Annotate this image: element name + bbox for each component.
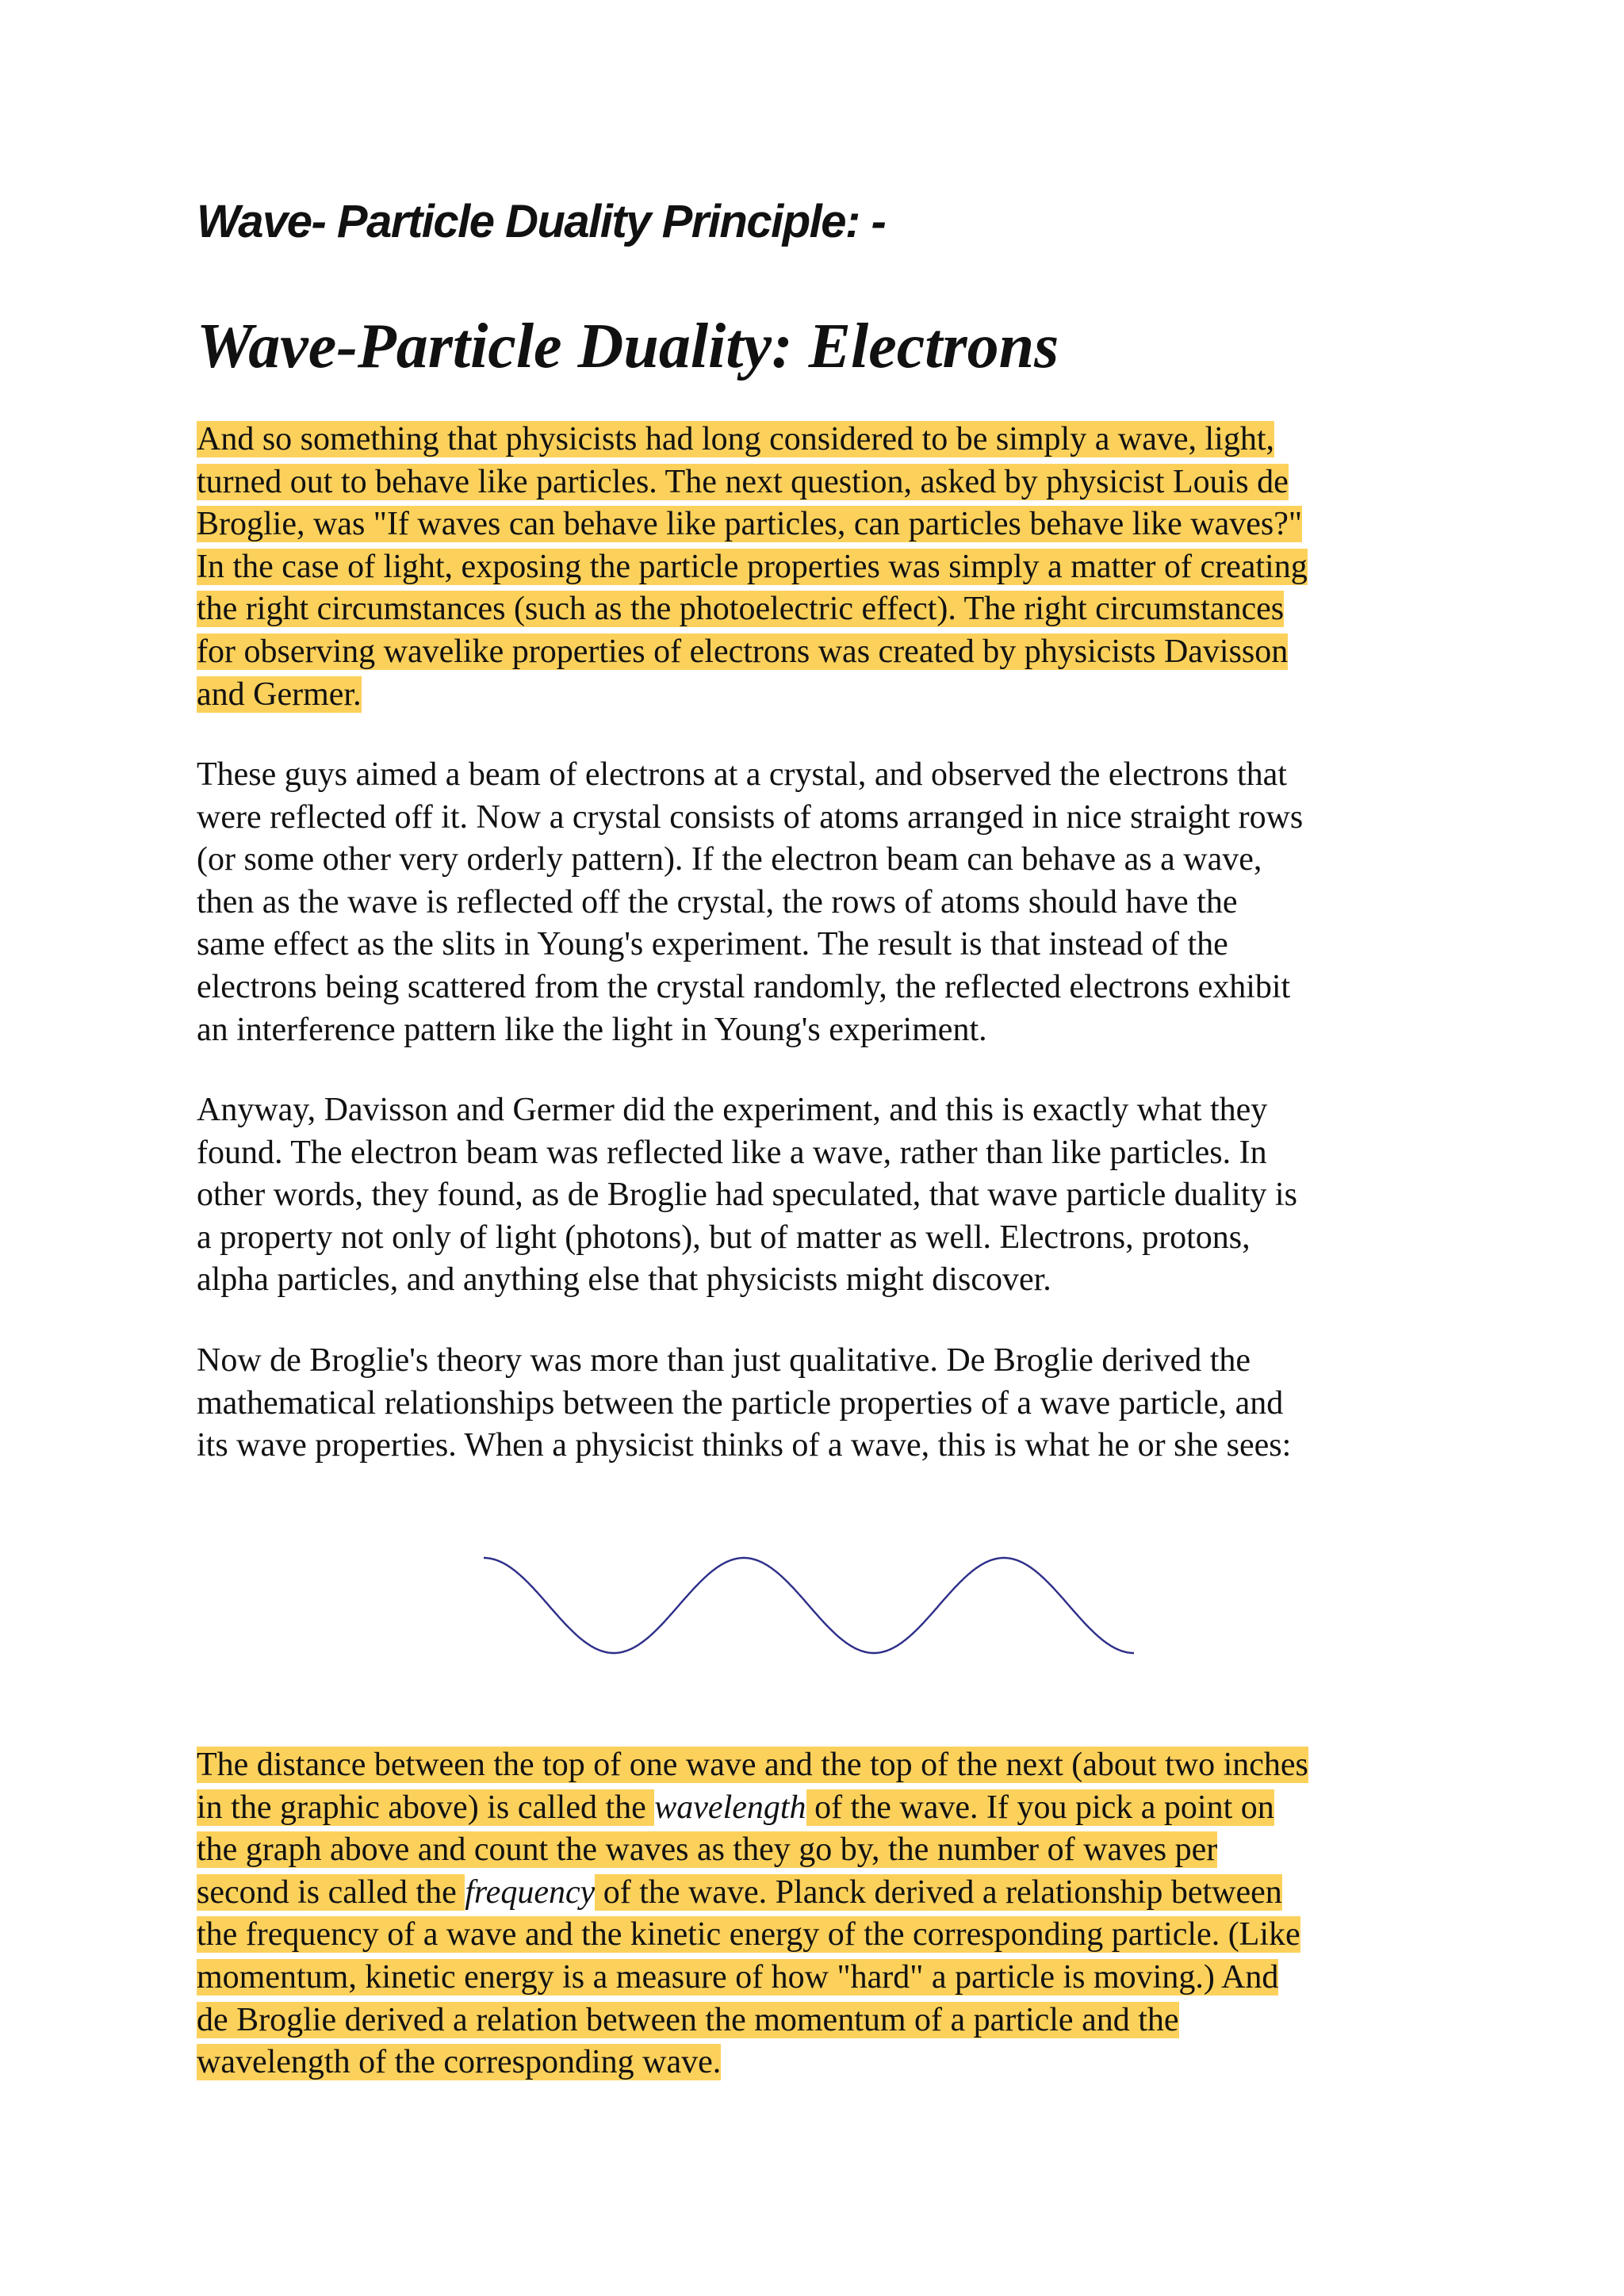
text-line: in the graphic above) is called the — [197, 1789, 655, 1826]
text-line: (or some other very orderly pattern). If the electron beam can behave as a wave, — [197, 841, 1262, 878]
sine-wave-line — [484, 1558, 1134, 1653]
paragraph-experiment — [197, 754, 1434, 1051]
text-line: de Broglie derived a relation between the momentum of a particle and the — [197, 2001, 1179, 2038]
term-wavelength: wavelength — [654, 1789, 806, 1826]
section-heading: Wave- Particle Duality Principle: - — [197, 196, 886, 247]
text-line: other words, they found, as de Broglie had speculated, that wave particle duality is — [197, 1177, 1297, 1214]
text-line: wavelength of the corresponding wave. — [197, 2044, 722, 2081]
text-line: of the wave. If you pick a point on — [806, 1789, 1274, 1826]
text-line: The distance between the top of one wave and the top of the next (about two inches — [197, 1747, 1308, 1783]
text-line: found. The electron beam was reflected like a wave, rather than like particles. In — [197, 1134, 1267, 1171]
text-line: then as the wave is reflected off the crystal, the rows of atoms should have the — [197, 883, 1238, 920]
text-line: second is called the — [197, 1873, 465, 1911]
text-line: of the wave. Planck derived a relationship between — [595, 1873, 1282, 1911]
paragraph-theory — [197, 1340, 1434, 1468]
text-line: for observing wavelike properties of electrons was created by physicists Davisson — [197, 633, 1289, 670]
text-line: Anyway, Davisson and Germer did the experiment, and this is exactly what they — [197, 1092, 1268, 1128]
text-line: And so something that physicists had long considered to be simply a wave, light, — [197, 421, 1274, 457]
text-line: its wave properties. When a physicist thinks of a wave, this is what he or she sees: — [197, 1427, 1292, 1464]
text-line: the frequency of a wave and the kinetic energy of the corresponding particle. (Like — [197, 1916, 1300, 1954]
sine-wave-graphic — [481, 1550, 1139, 1661]
article-title: Wave-Particle Duality: Electrons — [197, 312, 1059, 381]
paragraph-intro-highlighted — [197, 419, 1434, 716]
text-line: alpha particles, and anything else that physicists might discover. — [197, 1261, 1051, 1299]
paragraph-result — [197, 1089, 1434, 1302]
text-line: momentum, kinetic energy is a measure of how "hard" a particle is moving.) And — [197, 1958, 1279, 1996]
text-line: and Germer. — [197, 675, 362, 713]
text-line: an interference pattern like the light in Young's experiment. — [197, 1011, 987, 1048]
text-line: Now de Broglie's theory was more than just qualitative. De Broglie derived the — [197, 1342, 1251, 1379]
text-line: same effect as the slits in Young's experiment. The result is that instead of the — [197, 926, 1228, 963]
text-line: the graph above and count the waves as they go by, the number of waves per — [197, 1831, 1218, 1869]
text-line: Broglie, was "If waves can behave like particles, can particles behave like waves?" — [197, 506, 1303, 543]
text-line: a property not only of light (photons), but of matter as well. Electrons, protons, — [197, 1219, 1251, 1256]
text-line: were reflected off it. Now a crystal consists of atoms arranged in nice straight rows — [197, 798, 1304, 836]
text-line: mathematical relationships between the particle properties of a wave particle, and — [197, 1384, 1284, 1422]
text-line: the right circumstances (such as the photoelectric effect). The right circumstances — [197, 591, 1285, 628]
term-frequency: frequency — [465, 1873, 596, 1911]
paragraph-wavelength-highlighted — [197, 1744, 1434, 2084]
text-line: electrons being scattered from the crystal randomly, the reflected electrons exhibit — [197, 968, 1291, 1005]
text-line: In the case of light, exposing the particle properties was simply a matter of creating — [197, 548, 1308, 585]
text-line: turned out to behave like particles. The next question, asked by physicist Louis de — [197, 463, 1289, 500]
text-line: These guys aimed a beam of electrons at a crystal, and observed the electrons that — [197, 756, 1287, 793]
